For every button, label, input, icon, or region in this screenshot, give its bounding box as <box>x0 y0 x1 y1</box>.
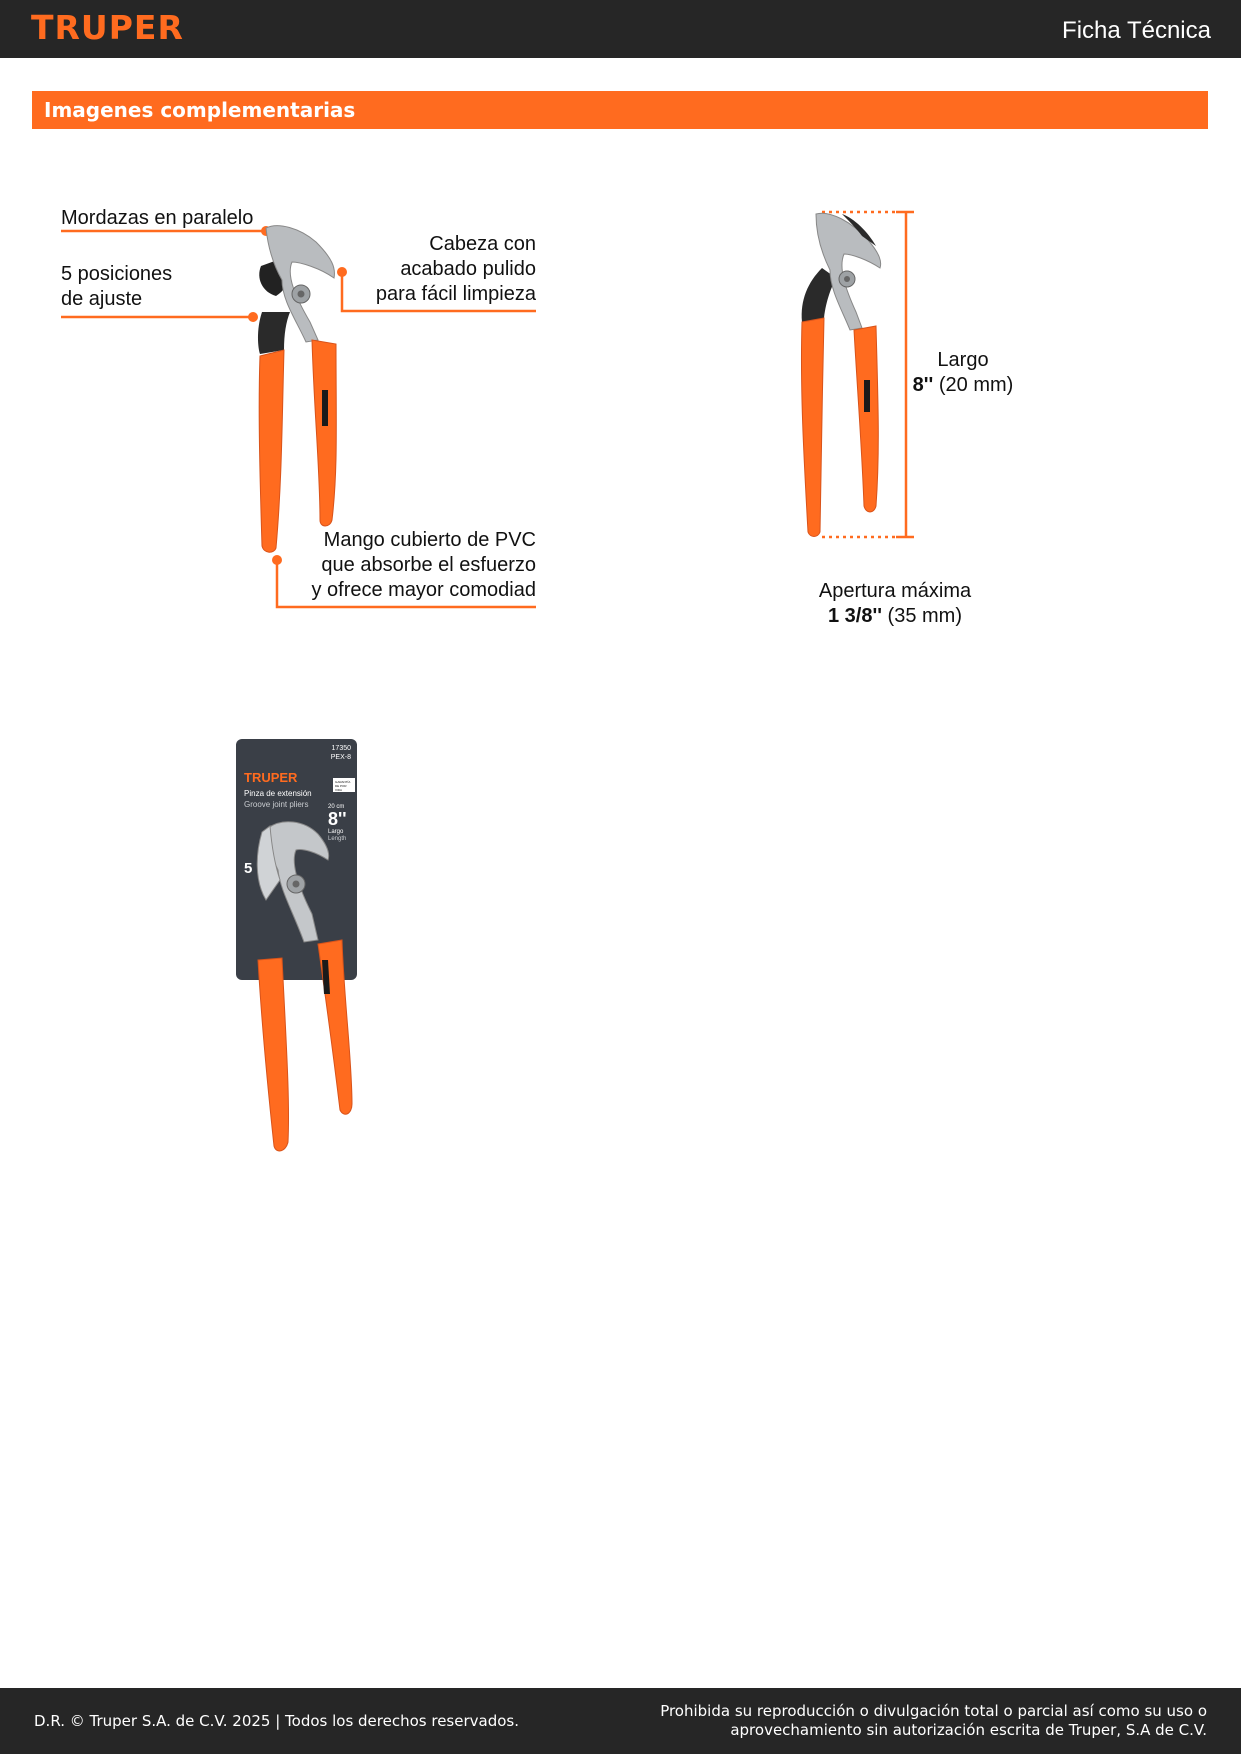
package-card-text <box>236 739 357 899</box>
package-code: 17350 <box>331 745 351 752</box>
package-positions: 5 <box>244 860 253 877</box>
package-size-label-en: Length <box>328 836 347 842</box>
length-value-line <box>898 373 1028 398</box>
package-name-en: Groove joint pliers <box>244 800 309 809</box>
callout-head <box>336 232 536 307</box>
package-brand: TRUPER <box>244 770 298 785</box>
callout-positions-line2: de ajuste <box>61 288 143 310</box>
callout-jaws <box>61 206 253 231</box>
opening-value-line <box>800 604 990 629</box>
callout-head-line2: acabado pulido <box>400 258 536 280</box>
length-metric: (20 mm) <box>938 374 1014 396</box>
callout-jaws-text: Mordazas en paralelo <box>61 207 254 229</box>
plier-dimension-image <box>801 213 880 536</box>
length-label: Largo <box>937 349 989 371</box>
package-size-cm: 20 cm <box>328 804 345 810</box>
callout-handle-line3: y ofrece mayor comodiad <box>311 579 536 601</box>
opening-metric: (35 mm) <box>887 605 962 627</box>
footer <box>0 1688 1241 1754</box>
package-model: PEX-8 <box>330 754 351 761</box>
length-dimension <box>898 348 1028 398</box>
callout-handle <box>286 528 536 603</box>
package-name-es: Pinza de extensión <box>244 789 312 798</box>
package-guarantee: GARANTÍA DE POR VIDA <box>335 780 351 792</box>
footer-notice-line1: Prohibida su reproducción o divulgación total o parcial así como su uso o <box>660 1702 1207 1720</box>
callout-head-line1: Cabeza con <box>429 233 536 255</box>
footer-notice-line2: aprovechamiento sin autorización escrita de Truper, S.A de C.V. <box>730 1721 1207 1739</box>
callout-positions-line1: 5 posiciones <box>61 263 173 285</box>
section-title: Imagenes complementarias <box>44 98 356 122</box>
length-value: 8'' <box>912 374 934 396</box>
opening-label: Apertura máxima <box>818 580 972 602</box>
package-size-label-es: Largo <box>328 829 344 835</box>
package-size-in: 8'' <box>328 809 347 829</box>
document-type: Ficha Técnica <box>1062 17 1211 44</box>
callout-positions <box>61 262 172 312</box>
footer-copyright: D.R. © Truper S.A. de C.V. 2025 | Todos los derechos reservados. <box>34 1712 519 1730</box>
callout-handle-line1: Mango cubierto de PVC <box>323 529 536 551</box>
opening-value: 1 3/8'' <box>827 605 882 627</box>
plier-image <box>258 226 336 553</box>
opening-dimension <box>800 579 990 629</box>
callout-head-line3: para fácil limpieza <box>375 283 536 305</box>
callout-handle-line2: que absorbe el esfuerzo <box>321 554 536 576</box>
footer-notice <box>647 1702 1207 1740</box>
truper-logo: TRUPER <box>31 8 184 47</box>
